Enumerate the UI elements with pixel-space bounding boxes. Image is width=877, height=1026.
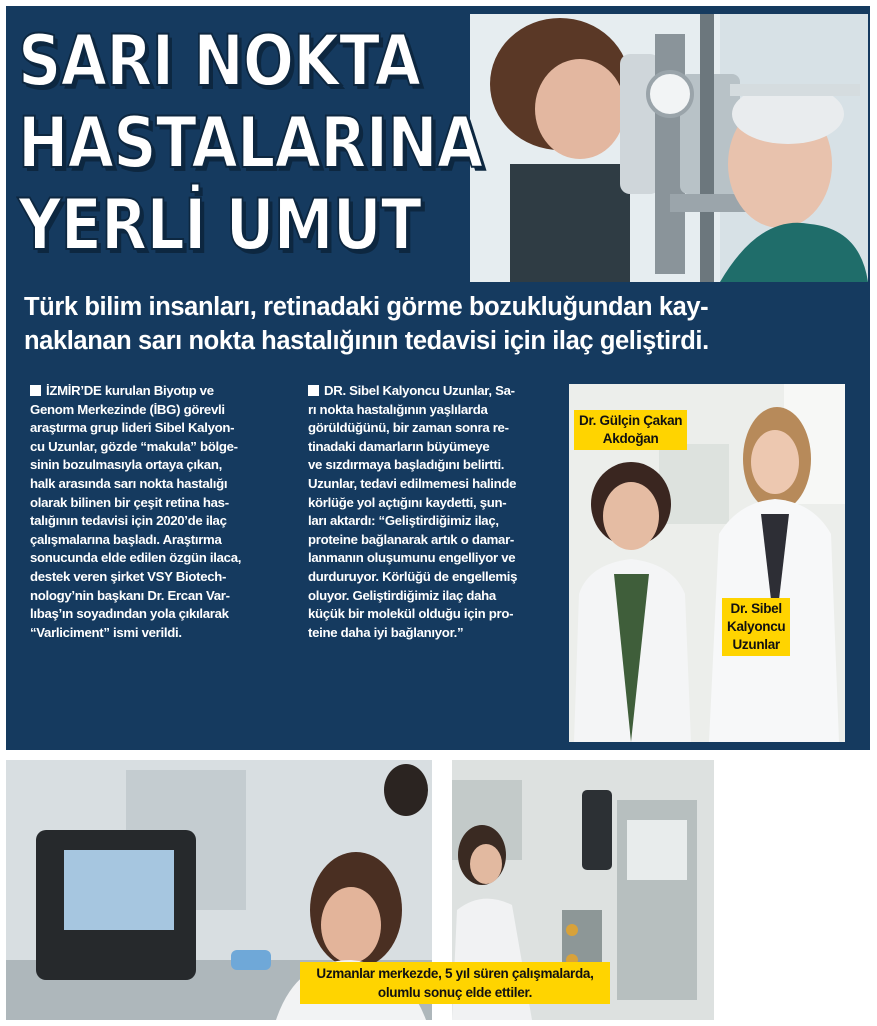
column-line: durduruyor. Körlüğü de engellemiş (308, 568, 518, 584)
column-line: araştırma grup lideri Sibel Kalyon- (30, 420, 235, 436)
subheadline (24, 290, 854, 358)
column-line: teine daha iyi bağlanıyor.” (308, 624, 464, 640)
label-line: Uzunlar (732, 637, 780, 652)
column-line: İZMİR’DE kurulan Biyotıp ve (30, 382, 300, 401)
column-line: talığının tedavisi için 2020’de ilaç (30, 513, 227, 529)
bullet-square-icon (308, 385, 319, 396)
photo-label-uzunlar (722, 598, 790, 656)
column-line: sonucunda elde edilen özgün ilaca, (30, 550, 242, 566)
column-line: küçük bir molekül olduğu için pro- (308, 606, 514, 622)
headline-line: HASTALARINA (18, 102, 483, 184)
column-line: Genom Merkezinde (İBG) görevli (30, 401, 225, 417)
headline-line: SARI NOKTA (18, 20, 421, 102)
headline (18, 20, 534, 266)
photo-caption (300, 962, 610, 1004)
column-line: görüldüğünü, bir zaman sonra re- (308, 420, 509, 436)
column-line: körlüğe yol açtığını kaydetti, şun- (308, 494, 507, 510)
column-line: destek veren şirket VSY Biotech- (30, 568, 227, 584)
label-line: Dr. Gülçin Çakan (579, 413, 683, 428)
subheadline-line: naklanan sarı nokta hastalığının tedavisi için ilaç geliştirdi. (24, 327, 709, 355)
subheadline-line: Türk bilim insanları, retinadaki görme bozukluğundan kay- (24, 293, 709, 321)
column-line: proteine bağlanarak artık o damar- (308, 531, 514, 547)
column-line: cu Uzunlar, gözde “makula” bölge- (30, 438, 238, 454)
column-line: rı nokta hastalığının yaşlılarda (308, 401, 488, 417)
column-line: lanmanın oluşumunu engelliyor ve (308, 550, 516, 566)
article-column-2 (308, 382, 578, 642)
column-line: ve sızdırmaya başladığını belirtti. (308, 457, 505, 473)
column-line: oluyor. Geliştirdiğimiz ilaç daha (308, 587, 496, 603)
column-line: lıbaş’ın soyadından yola çıkılarak (30, 606, 229, 622)
photo-label-akdogan (574, 410, 687, 450)
column-line: Uzunlar, tedavi edilmemesi halinde (308, 475, 517, 491)
column-line: tinadaki damarların büyümeye (308, 438, 490, 454)
caption-line: olumlu sonuç elde ettiler. (377, 985, 533, 1000)
column-line: halk arasında sarı nokta hastalığı (30, 475, 228, 491)
article-column-1 (30, 382, 300, 642)
column-line: ları aktardı: “Geliştirdiğimiz ilaç, (308, 513, 499, 529)
label-line: Akdoğan (602, 431, 659, 446)
label-line: Dr. Sibel (730, 601, 782, 616)
label-line: Kalyoncu (727, 619, 786, 634)
column-line: olarak bilinen bir çeşit retina has- (30, 494, 229, 510)
bullet-square-icon (30, 385, 41, 396)
column-line: çalışmalarına başladı. Araştırma (30, 531, 222, 547)
column-line: “Varliciment” ismi verildi. (30, 624, 182, 640)
column-line: sinin bozulmasıyla ortaya çıkan, (30, 457, 222, 473)
headline-line: YERLİ UMUT (18, 184, 421, 266)
caption-line: Uzmanlar merkezde, 5 yıl süren çalışmalarda, (316, 966, 594, 981)
column-line: nology’nin başkanı Dr. Ercan Var- (30, 587, 230, 603)
column-line: DR. Sibel Kalyoncu Uzunlar, Sa- (308, 382, 578, 401)
